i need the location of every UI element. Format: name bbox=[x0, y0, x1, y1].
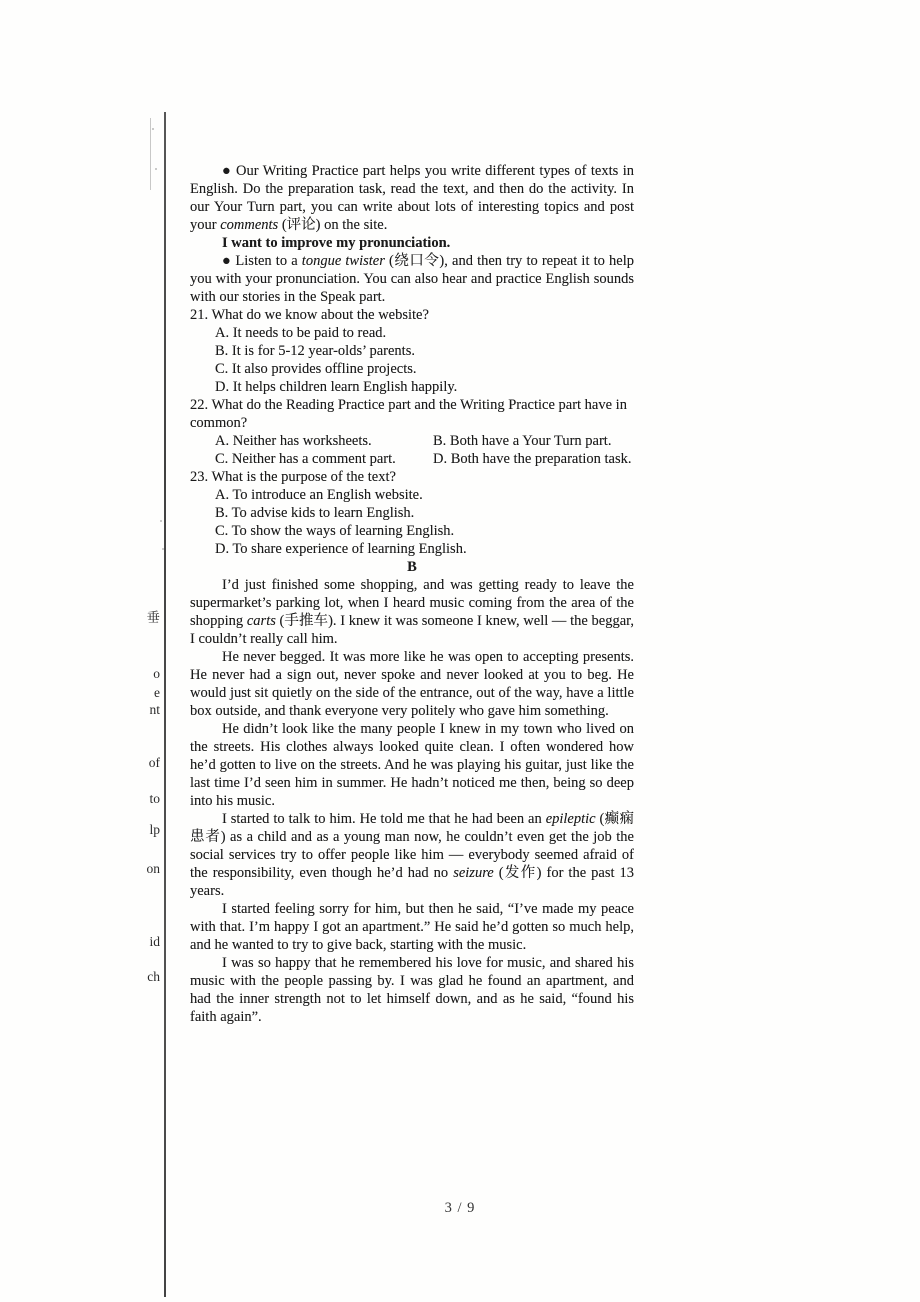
left-edge-fragment: nt bbox=[149, 702, 160, 717]
question-23-option-b: B. To advise kids to learn English. bbox=[215, 505, 415, 521]
left-edge-fragment: lp bbox=[149, 822, 160, 837]
question-22-option-d: D. Both have the preparation task. bbox=[433, 451, 632, 467]
question-23-option-d: D. To share experience of learning English. bbox=[215, 541, 467, 557]
scan-edge-artifact bbox=[150, 118, 151, 190]
question-22-option-c: C. Neither has a comment part. bbox=[215, 451, 396, 467]
scan-page-edge-line bbox=[164, 112, 166, 1297]
question-21-stem: 21. What do we know about the website? bbox=[190, 307, 429, 323]
scan-speckle bbox=[155, 168, 157, 170]
scan-speckle bbox=[160, 520, 162, 522]
passage-paragraph-3: He didn’t look like the many people I knew in my town who lived on the streets. His clothes always looked quite clean. I often wondered how he’d gotten to live on the streets. And he was playing his guitar, just like the last time I’d seen him in summer. He hadn’t noticed me then, being so deep into his music. bbox=[190, 721, 634, 809]
left-edge-fragment: ch bbox=[147, 969, 160, 984]
question-23-option-a: A. To introduce an English website. bbox=[215, 487, 423, 503]
left-edge-fragment: id bbox=[149, 934, 160, 949]
question-21-option-c: C. It also provides offline projects. bbox=[215, 361, 417, 377]
question-21-option-a: A. It needs to be paid to read. bbox=[215, 325, 387, 341]
left-edge-fragment: to bbox=[149, 791, 160, 806]
question-22-options-row-2 bbox=[190, 450, 634, 468]
question-21-option-b: B. It is for 5-12 year-olds’ parents. bbox=[215, 343, 415, 359]
question-21-option-d: D. It helps children learn English happily. bbox=[215, 379, 458, 395]
page-number-footer: 3 / 9 bbox=[444, 1200, 476, 1216]
scan-speckle bbox=[162, 548, 164, 550]
question-22-stem: 22. What do the Reading Practice part and the Writing Practice part have in common? bbox=[190, 397, 627, 431]
passage-paragraph-4: I started to talk to him. He told me that he had been an epileptic (癫痫患者) as a child and as a young man now, he couldn’t even get the job the social services try to offer people like him — everybody seemed afraid of the responsibility, even though he’d had no seizure (发作) for the past 13 years. bbox=[190, 811, 634, 899]
pronunciation-heading: I want to improve my pronunciation. bbox=[222, 235, 451, 251]
question-22-option-a: A. Neither has worksheets. bbox=[215, 433, 372, 449]
left-edge-fragment: e bbox=[154, 685, 160, 700]
question-22-options-row-1 bbox=[190, 432, 634, 450]
question-23 bbox=[190, 468, 634, 558]
passage-paragraph-6: I was so happy that he remembered his love for music, and shared his music with the people passing by. I was glad he found an apartment, and had the inner strength not to let himself down, and as he said, “found his faith again”. bbox=[190, 955, 634, 1025]
left-edge-fragment: on bbox=[146, 861, 160, 876]
question-21 bbox=[190, 306, 634, 396]
exam-text-column bbox=[190, 162, 634, 1026]
bullet-paragraph-writing-practice: ● Our Writing Practice part helps you write different types of texts in English. Do the preparation task, read the text, and then do the activity. In our Your Turn part, you can write about lots of interesting topics and post your comments (评论) on the site. bbox=[190, 163, 634, 233]
section-b-label: B bbox=[407, 559, 417, 575]
question-23-stem: 23. What is the purpose of the text? bbox=[190, 469, 396, 485]
question-22 bbox=[190, 396, 634, 468]
passage-paragraph-1: I’d just finished some shopping, and was getting ready to leave the supermarket’s parking lot, when I heard music coming from the area of the shopping carts (手推车). I knew it was someone I knew, well — the beggar, I couldn’t really call him. bbox=[190, 577, 635, 647]
question-23-option-c: C. To show the ways of learning English. bbox=[215, 523, 455, 539]
left-edge-fragment: 垂 bbox=[146, 610, 160, 625]
passage-paragraph-5: I started feeling sorry for him, but then he said, “I’ve made my peace with that. I’m happy I got an apartment.” He said he’d gotten so much help, and he wanted to try to give back, starting with the music. bbox=[190, 901, 634, 953]
left-edge-fragment: of bbox=[148, 755, 160, 770]
left-edge-fragment: o bbox=[153, 666, 160, 681]
passage-paragraph-2: He never begged. It was more like he was open to accepting presents. He never had a sign out, never spoke and never looked at you to beg. He would just sit quietly on the side of the entrance, out of the way, have a little box outside, and thank everyone very politely who gave him something. bbox=[190, 649, 634, 719]
scan-speckle bbox=[152, 128, 154, 130]
question-22-option-b: B. Both have a Your Turn part. bbox=[433, 433, 612, 449]
bullet-paragraph-listen: ● Listen to a tongue twister (绕口令), and then try to repeat it to help you with your pronunciation. You can also hear and practice English sounds with our stories in the Speak part. bbox=[190, 253, 634, 305]
